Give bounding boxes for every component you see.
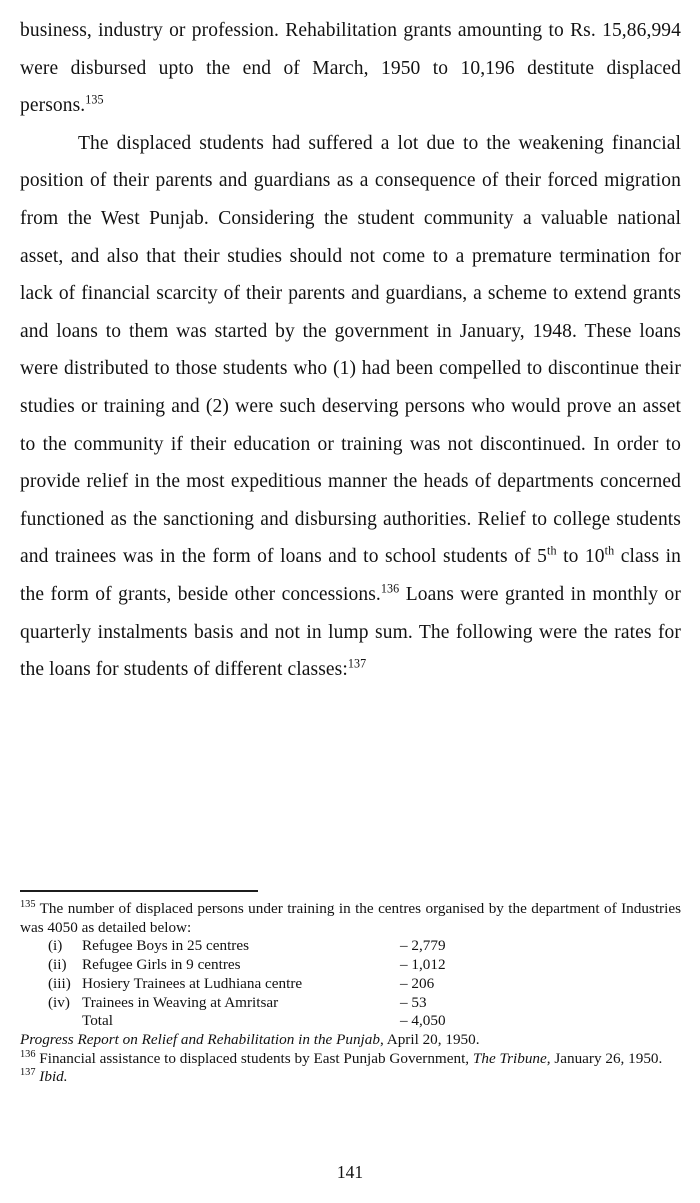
list-item-value: – 53 [400,993,427,1011]
footnote-137-text: Ibid. [39,1068,68,1086]
list-item-numeral: (i) [48,937,63,955]
list-item-label: Hosiery Trainees at Ludhiana centre [82,974,303,992]
paragraph-continuation [20,12,681,125]
footnote-136-text-before: Financial assistance to displaced students by East Punjab Government, [39,1049,473,1067]
body-text-block [20,12,681,689]
footnote-135-source [20,1031,681,1050]
paragraph-2-text-part-1: The displaced students had suffered a lot due to the weakening financial position of their parents and guardians as a consequence of their forced migration from the West Punjab. Considering the student community a valuable national asset, and also that their studies should not come to a premature termination for lack of financial scarcity of their parents and guardians, a scheme to extend grants and loans to them was started by the government in January, 1948. These loans were distributed to those students who (1) had been compelled to discontinue their studies or training and (2) were such deserving persons who would prove an asset to the community if their education or training was not discontinued. In order to provide relief in the most expeditious manner the heads of departments concerned functioned as the sanctioning and disbursing authorities. Relief to college students and trainees was in the form of loans and to school students of 5 [20,132,681,568]
paragraph-2-text-part-2: to 10 [556,546,605,568]
list-item-value: – 1,012 [400,955,446,973]
list-item-label: Refugee Boys in 25 centres [82,937,250,955]
list-item-value: – 206 [400,974,435,992]
paragraph-2-text-part-4: Loans were granted in monthly or quarterly instalments basis and not in lump sum. The following were the rates for the loans for students of different classes: [20,583,681,681]
list-item [20,994,681,1013]
list-item [20,956,681,975]
list-item [20,937,681,956]
footnote-marker-136: 136 [380,581,400,596]
list-item [20,975,681,994]
paragraph-displaced-students [20,125,681,689]
footnote-137 [20,1068,681,1087]
footnote-separator-rule [20,890,258,892]
footnote-135-intro: The number of displaced persons under training in the centres organised by the department of Industries was 4050 as detailed below: [20,900,681,936]
list-item-label: Trainees in Weaving at Amritsar [82,993,279,1011]
footnote-136 [20,1050,681,1069]
paragraph-1-text: business, industry or profession. Rehabilitation grants amounting to Rs. 15,86,994 were disbursed upto the end of March, 1950 to 10,196 destitute displaced persons. [20,20,681,117]
paragraph-2-text-part-3: class in the form of grants, beside other concessions. [20,546,681,605]
list-item-label: Total [82,1012,113,1030]
page-number: 141 [336,1162,364,1182]
ordinal-suffix-5th: th [547,543,557,558]
list-item-label: Refugee Girls in 9 centres [82,955,241,973]
footnote-135-source-date: , April 20, 1950. [379,1031,480,1049]
footnote-136-title: The Tribune [472,1049,547,1067]
list-item-numeral: (iii) [48,974,71,992]
footnote-136-marker: 136 [20,1048,36,1060]
footnote-135 [20,900,681,937]
footnote-135-marker: 135 [20,898,36,910]
footnote-135-list [20,937,681,1031]
list-item-numeral: (ii) [48,955,67,973]
list-item-value: – 4,050 [400,1012,446,1030]
list-item-value: – 2,779 [400,937,446,955]
ordinal-suffix-10th: th [604,543,615,558]
footnote-marker-135: 135 [85,92,104,107]
list-item-total [20,1012,681,1031]
footnote-135-source-title: Progress Report on Relief and Rehabilitation in the Punjab [20,1031,380,1049]
footnote-137-marker: 137 [20,1067,36,1079]
list-item-numeral: (iv) [48,993,70,1011]
footnote-136-text-after: , January 26, 1950. [546,1049,663,1067]
footnote-marker-137: 137 [347,656,367,671]
footnote-area [20,890,681,1087]
